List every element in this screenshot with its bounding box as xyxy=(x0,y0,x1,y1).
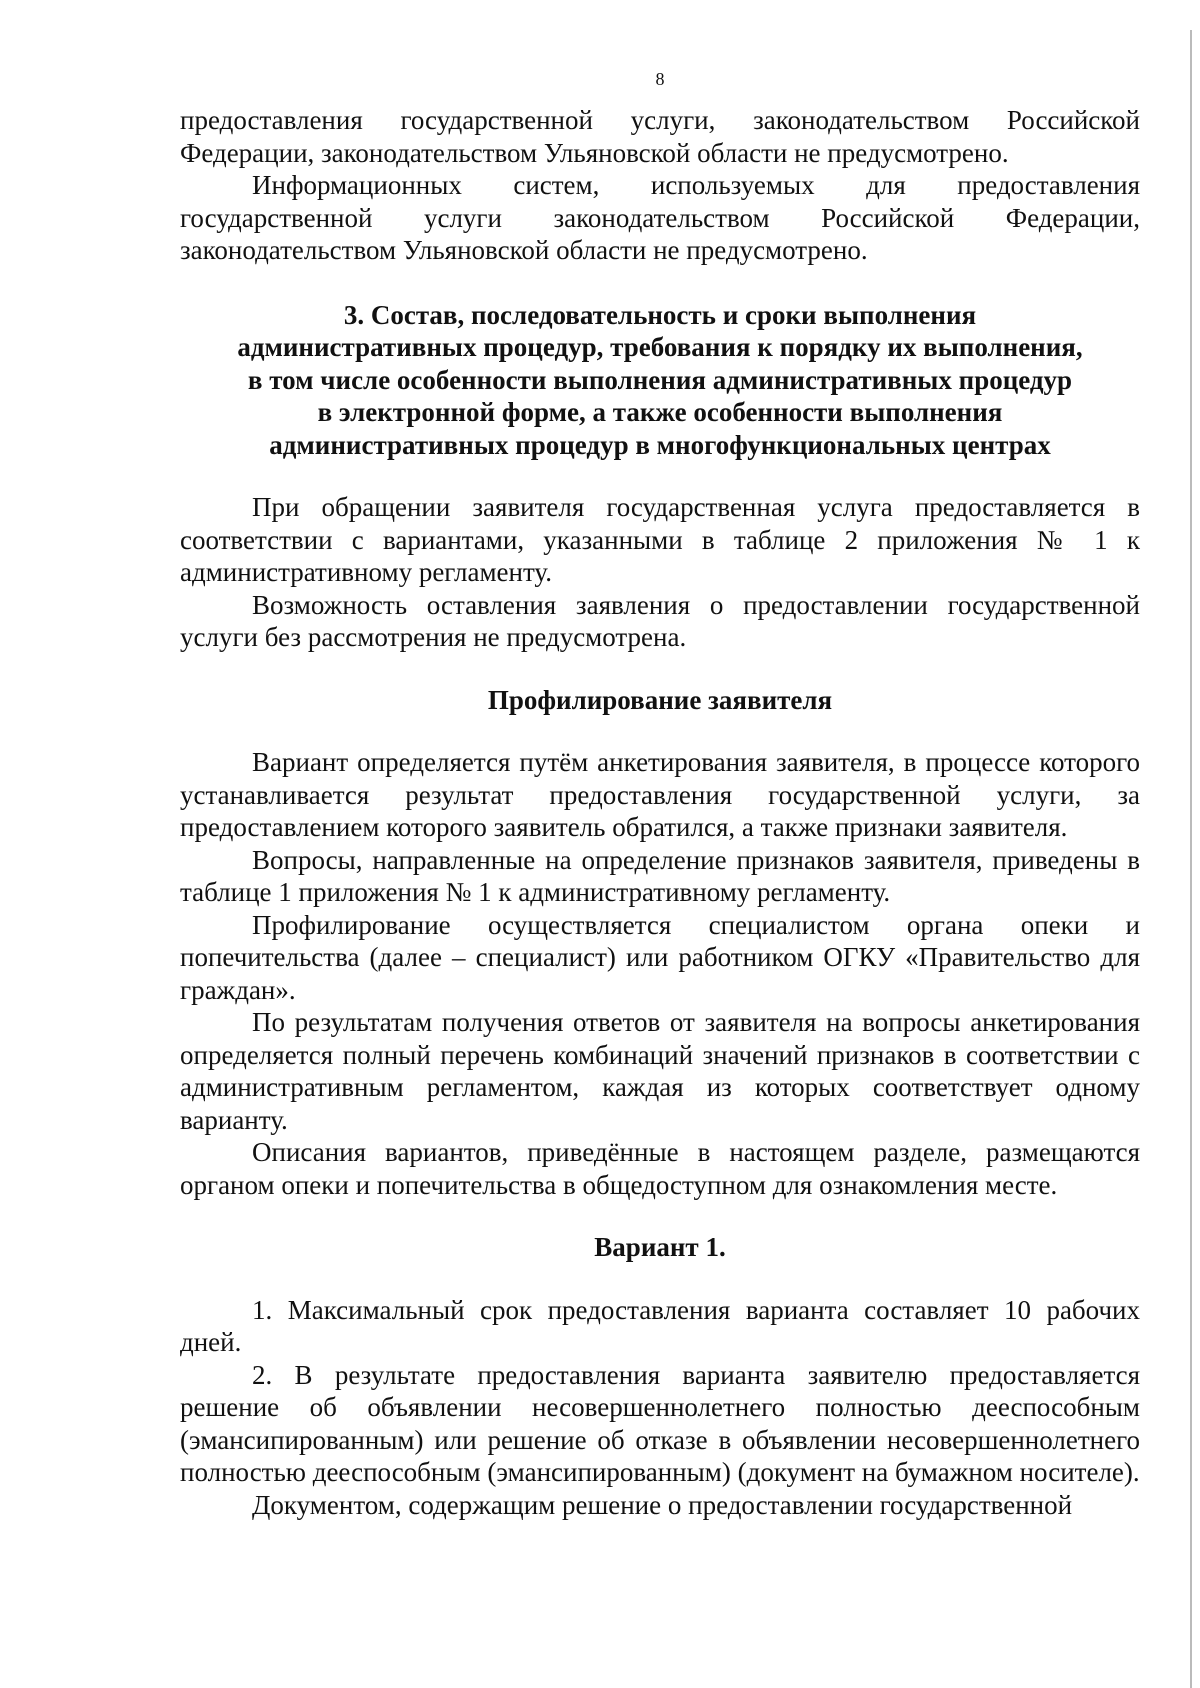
page-content xyxy=(180,68,1140,1521)
section-heading-line-4: в электронной форме, а также особенности выполнения xyxy=(317,397,1003,427)
section-heading-line-3: в том числе особенности выполнения административных процедур xyxy=(247,364,1073,395)
variant-paragraph-1: 1. Максимальный срок предоставления варианта составляет 10 рабочих дней. xyxy=(180,1294,1140,1357)
section-heading-line-5: административных процедур в многофункциональных центрах xyxy=(269,429,1051,460)
section-heading-line-2: административных процедур, требования к порядку их выполнения, xyxy=(237,332,1083,362)
intro-paragraph-1: предоставления государственной услуги, законодательством Российской Федерации, законодательством Ульяновской области не предусмотрено. xyxy=(180,105,1140,168)
profiling-paragraph-1: Вариант определяется путём анкетирования заявителя, в процессе которого устанавливается результат предоставления государственной услуги, за предоставлением которого заявитель обратился, а также признаки заявителя. xyxy=(180,747,1140,842)
profiling-heading: Профилирование заявителя xyxy=(487,684,833,715)
section-paragraph-1: При обращении заявителя государственная услуга предоставляется в соответствии с вариантами, указанными в таблице 2 приложения № 1 к административному регламенту. xyxy=(180,492,1140,587)
profiling-paragraph-4: По результатам получения ответов от заявителя на вопросы анкетирования определяется полный перечень комбинаций значений признаков в соответствии с административным регламентом, каждая из которых соответствует одному варианту. xyxy=(180,1007,1140,1135)
variant-paragraph-3: Документом, содержащим решение о предоставлении государственной xyxy=(252,1489,1073,1520)
page-number: 8 xyxy=(655,69,665,89)
variant-paragraph-2: 2. В результате предоставления варианта заявителю предоставляется решение об объявлении несовершеннолетнего полностью дееспособным (эмансипированным) или решение об отказе в объявлении несовершеннолетнего полностью дееспособным (эмансипированным) (документ на бумажном носителе). xyxy=(180,1359,1140,1487)
intro-paragraph-2: Информационных систем, используемых для предоставления государственной услуги законодательством Российской Федерации, законодательством Ульяновской области не предусмотрено. xyxy=(180,170,1140,265)
page-edge-line xyxy=(1190,30,1192,1688)
profiling-paragraph-2: Вопросы, направленные на определение признаков заявителя, приведены в таблице 1 приложения № 1 к административному регламенту. xyxy=(180,844,1140,907)
section-paragraph-2: Возможность оставления заявления о предоставлении государственной услуги без рассмотрения не предусмотрена. xyxy=(180,589,1140,652)
profiling-paragraph-3: Профилирование осуществляется специалистом органа опеки и попечительства (далее – специалист) или работником ОГКУ «Правительство для граждан». xyxy=(180,909,1140,1005)
section-heading xyxy=(180,299,1140,462)
section-heading-line-1: 3. Состав, последовательность и сроки выполнения xyxy=(343,299,977,330)
profiling-paragraph-5: Описания вариантов, приведённые в настоящем разделе, размещаются органом опеки и попечительства в общедоступном для ознакомления месте. xyxy=(180,1137,1140,1200)
variant-heading: Вариант 1. xyxy=(594,1232,726,1262)
